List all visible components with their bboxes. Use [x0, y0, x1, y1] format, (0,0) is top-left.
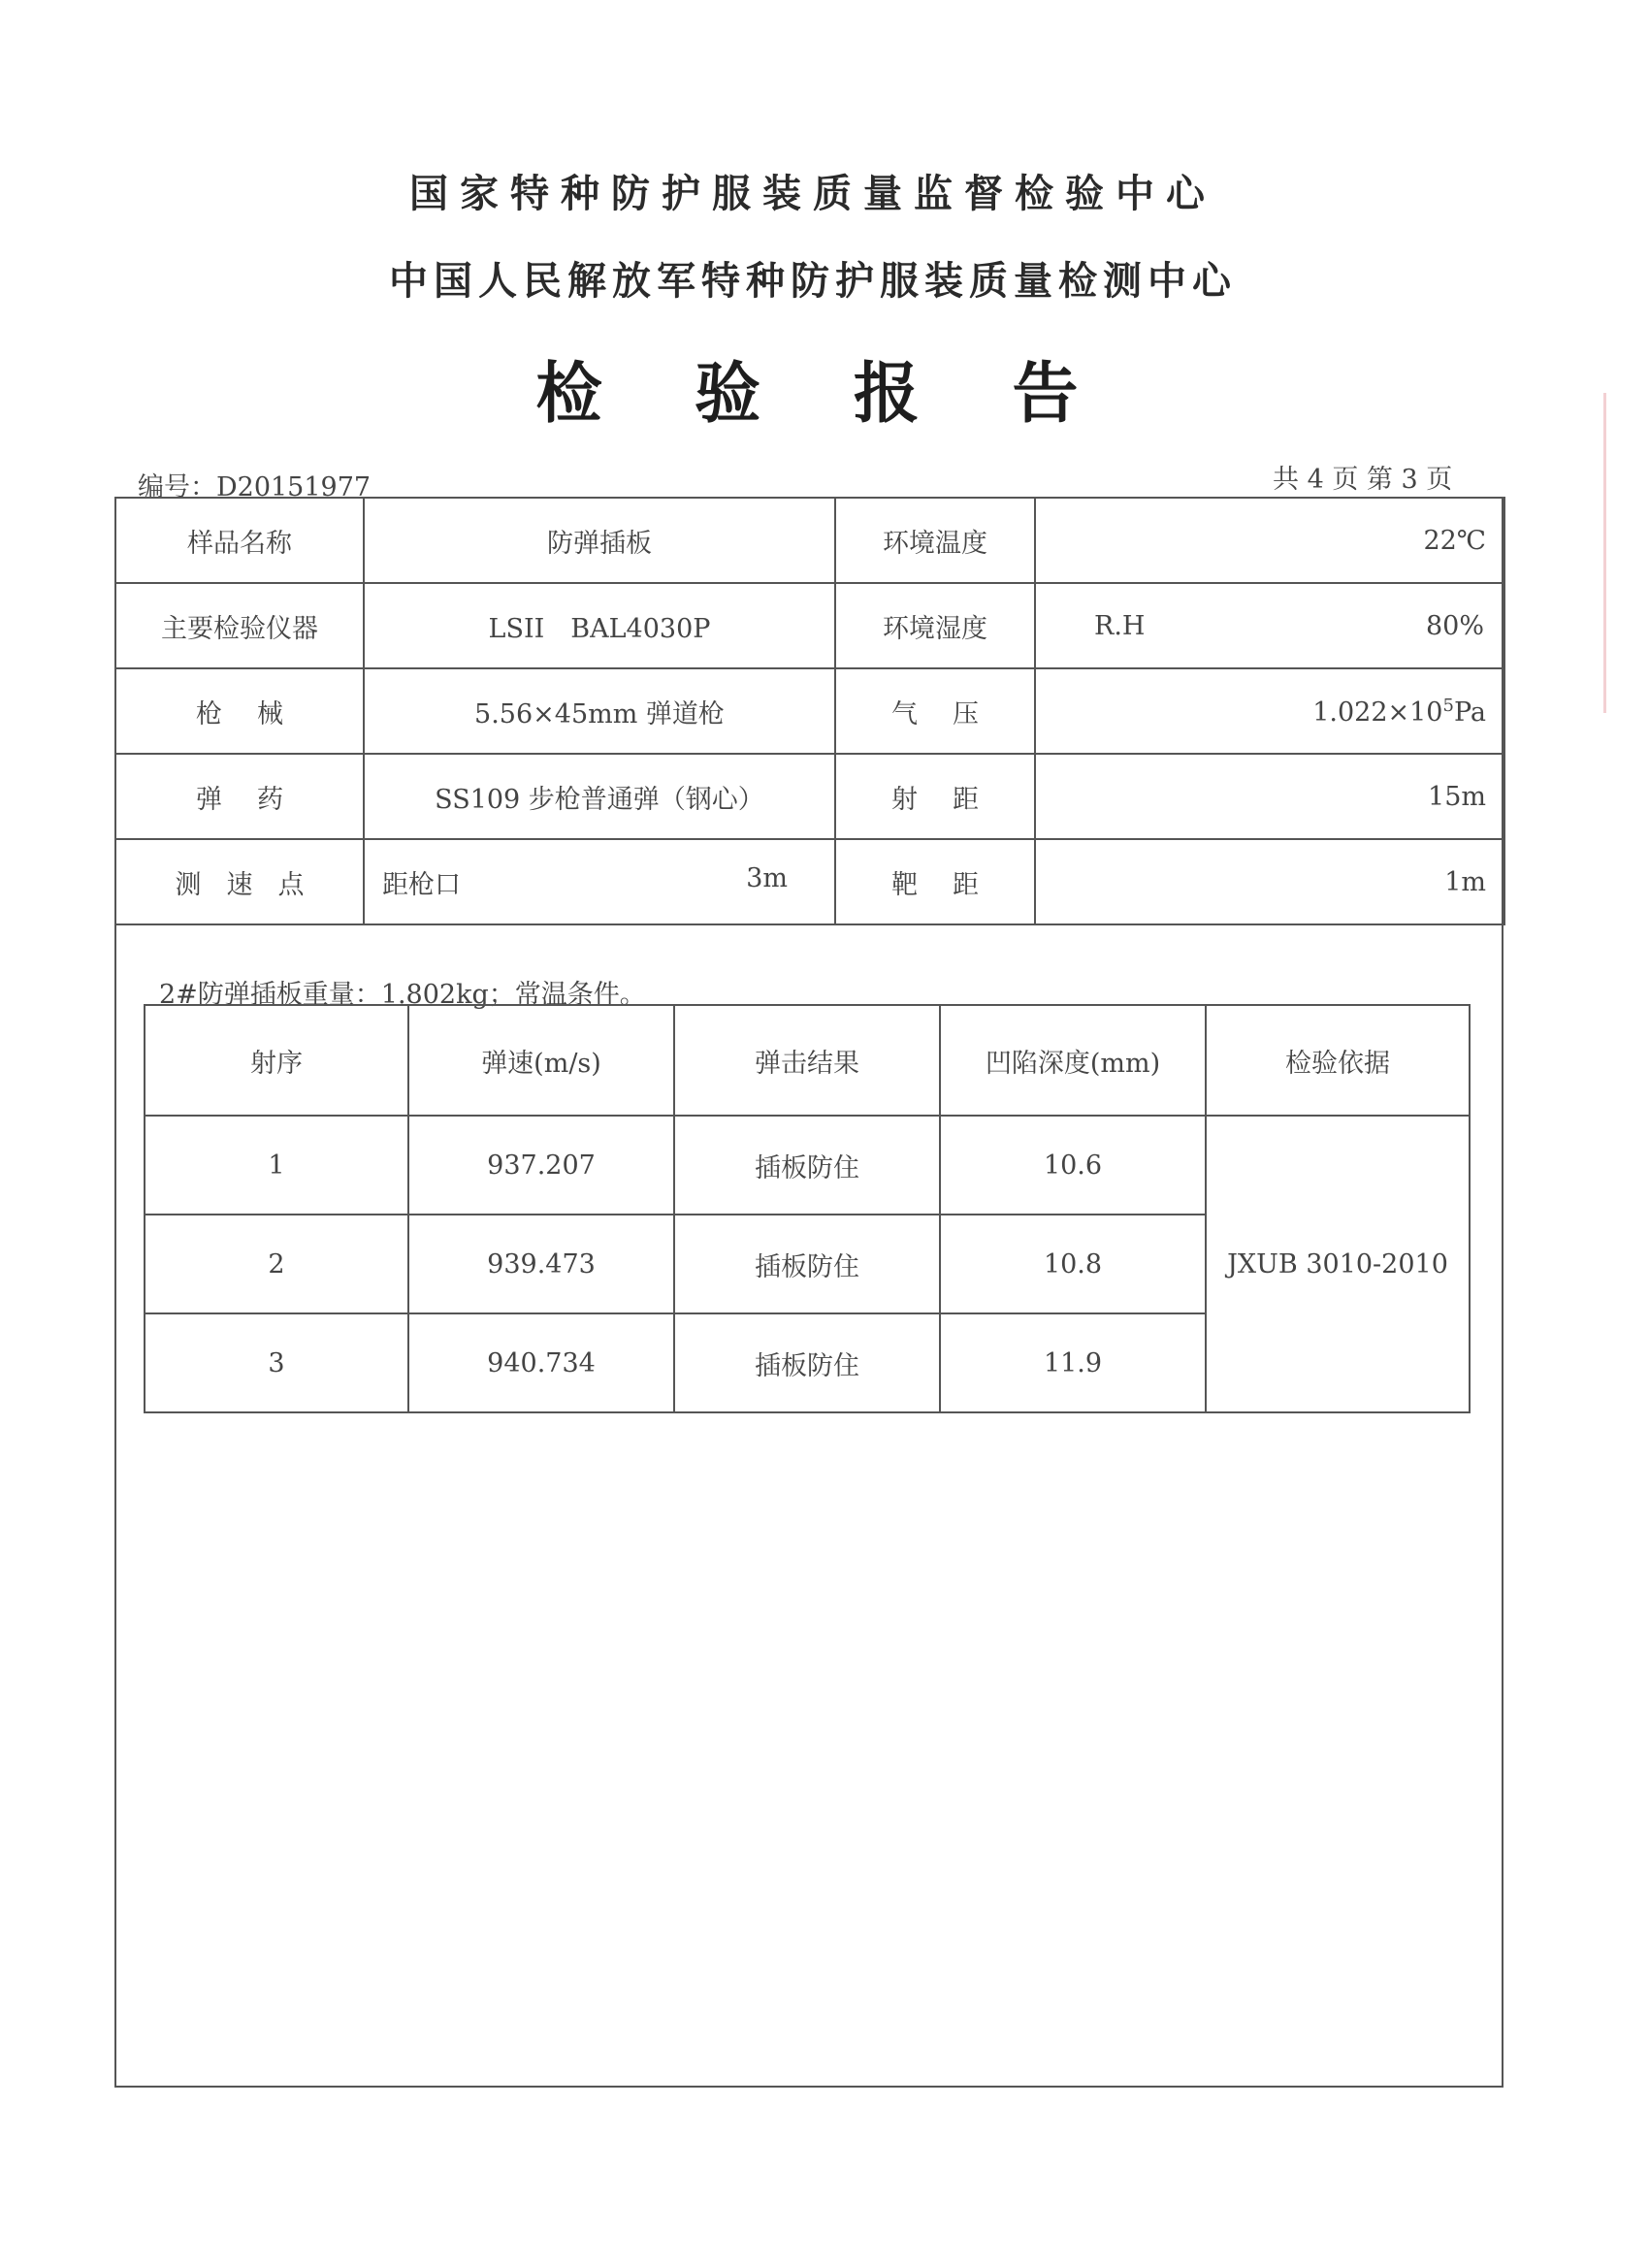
pressure-value: $1.022\times 10^5Pa$: [1035, 668, 1504, 754]
speed-point-value: [364, 839, 835, 924]
col-header-velocity: 弹速(m/s): [408, 1005, 674, 1116]
info-table: [114, 497, 1505, 925]
target-dist-value: 1m: [1035, 839, 1504, 924]
sample-name-value: 防弹插板: [364, 498, 835, 583]
results-table: [144, 1004, 1471, 1413]
ammo-label: 弹药: [115, 754, 364, 839]
report-number: 编号：D20151977: [138, 472, 372, 502]
shot-seq: 3: [145, 1313, 408, 1412]
info-row-sample: [115, 498, 1504, 583]
shot-result: 插板防住: [674, 1116, 940, 1215]
speed-point-distance: 3m: [746, 862, 788, 893]
col-header-result: 弹击结果: [674, 1005, 940, 1116]
range-value: 15m: [1035, 754, 1504, 839]
table-row: [145, 1116, 1470, 1215]
shot-depth: 11.9: [940, 1313, 1206, 1412]
shot-velocity: 939.473: [408, 1215, 674, 1313]
test-standard: JXUB 3010-2010: [1206, 1116, 1470, 1412]
results-header-row: [145, 1005, 1470, 1116]
col-header-depth: 凹陷深度(mm): [940, 1005, 1206, 1116]
seal-stamp-fragment: [1603, 393, 1649, 713]
shot-seq: 2: [145, 1215, 408, 1313]
env-humidity-value: 80%: [1425, 610, 1484, 641]
humidity-prefix: R.H: [1094, 610, 1146, 641]
speed-point-label: 测速点: [115, 839, 364, 924]
sample-name-label: 样品名称: [115, 498, 364, 583]
range-label: 射距: [835, 754, 1035, 839]
shot-velocity: 937.207: [408, 1116, 674, 1215]
report-title: 检 验 报 告: [535, 356, 1114, 433]
shot-velocity: 940.734: [408, 1313, 674, 1412]
info-row-weapon: [115, 668, 1504, 754]
weapon-value: 5.56×45mm 弹道枪: [364, 668, 835, 754]
weapon-label: 枪械: [115, 668, 364, 754]
pressure-label: 气压: [835, 668, 1035, 754]
ammo-value: SS109 步枪普通弹（钢心）: [364, 754, 835, 839]
info-row-ammo: [115, 754, 1504, 839]
weight-note: 2#防弹插板重量：1.802kg；常温条件。: [159, 980, 646, 1010]
shot-depth: 10.6: [940, 1116, 1206, 1215]
org-name-line-2: 中国人民解放军特种防护服装质量检测中心: [389, 259, 1237, 304]
env-humidity-label: 环境湿度: [835, 583, 1035, 668]
col-header-standard: 检验依据: [1206, 1005, 1470, 1116]
shot-depth: 10.8: [940, 1215, 1206, 1313]
env-temp-label: 环境温度: [835, 498, 1035, 583]
shot-seq: 1: [145, 1116, 408, 1215]
speed-point-text: 距枪口: [382, 869, 461, 900]
page-info: 共 4 页 第 3 页: [1273, 465, 1453, 495]
target-dist-label: 靶距: [835, 839, 1035, 924]
org-name-line-1: 国家特种防护服装质量监督检验中心: [409, 172, 1216, 216]
env-humidity-cell: [1035, 583, 1504, 668]
shot-result: 插板防住: [674, 1215, 940, 1313]
info-row-speed-point: [115, 839, 1504, 924]
shot-result: 插板防住: [674, 1313, 940, 1412]
col-header-seq: 射序: [145, 1005, 408, 1116]
instrument-value: LSII BAL4030P: [364, 583, 835, 668]
info-row-instrument: [115, 583, 1504, 668]
instrument-label: 主要检验仪器: [115, 583, 364, 668]
env-temp-value: 22℃: [1035, 498, 1504, 583]
